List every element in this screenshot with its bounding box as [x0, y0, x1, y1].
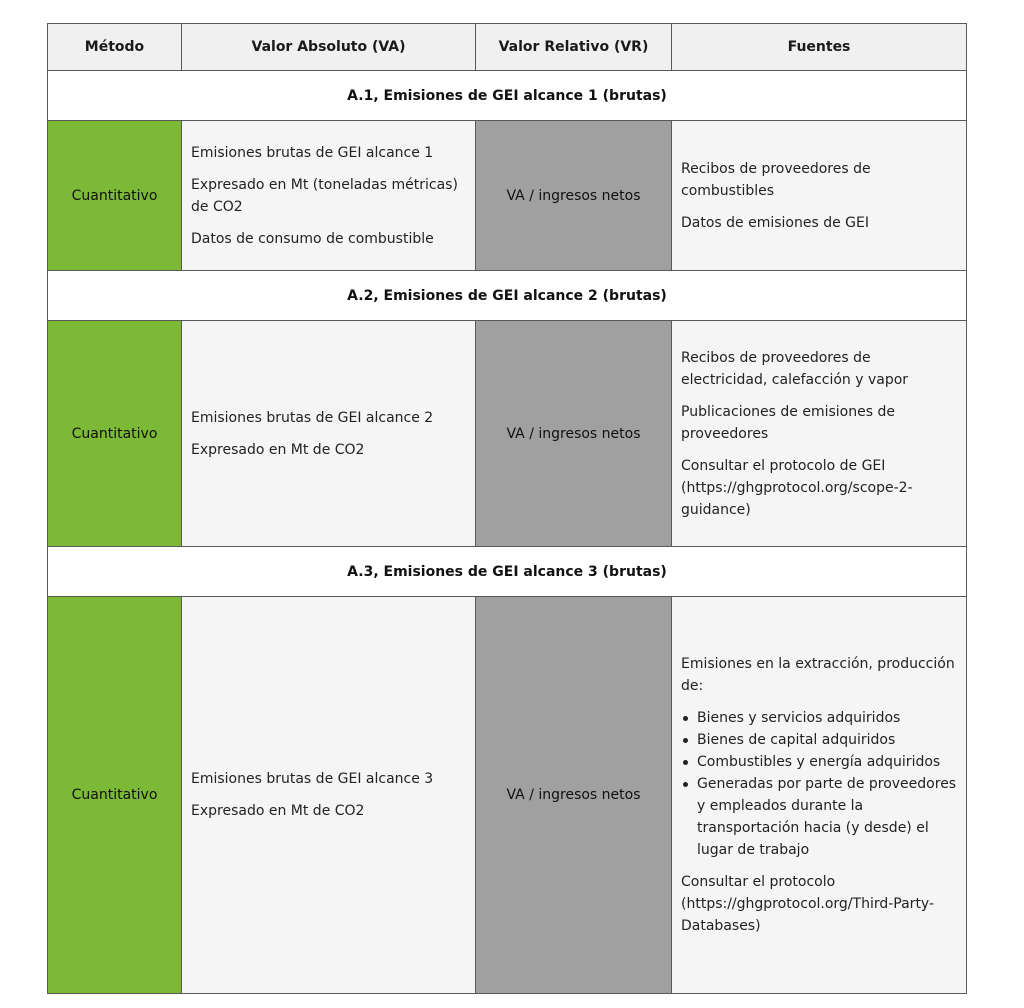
- source-text: Datos de emisiones de GEI: [681, 214, 870, 231]
- header-row: [48, 24, 967, 71]
- header-sources: Fuentes: [672, 24, 967, 71]
- source-text: Emisiones en la extracción, producción de:: [681, 656, 955, 694]
- absolute-value-text: Emisiones brutas de GEI alcance 3: [191, 771, 434, 787]
- relative-value-cell: VA / ingresos netos: [476, 321, 672, 547]
- table-row: [48, 121, 967, 271]
- absolute-value-cell: [182, 597, 476, 994]
- section-title-row: [48, 547, 967, 597]
- method-cell: Cuantitativo: [48, 121, 182, 271]
- section-title-row: [48, 271, 967, 321]
- method-cell: Cuantitativo: [48, 321, 182, 547]
- source-text: Publicaciones de emisiones de proveedores: [681, 403, 895, 442]
- method-cell: Cuantitativo: [48, 597, 182, 994]
- source-list-item: Combustibles y energía adquiridos: [697, 751, 957, 773]
- source-text: Consultar el protocolo de GEI (https://ghgprotocol.org/scope-2-guidance): [681, 457, 913, 518]
- absolute-value-text: Expresado en Mt (toneladas métricas) de CO2: [191, 176, 458, 215]
- absolute-value-cell: [182, 121, 476, 271]
- section-title-row: [48, 71, 967, 121]
- absolute-value-cell: [182, 321, 476, 547]
- section-title: A.3, Emisiones de GEI alcance 3 (brutas): [48, 547, 967, 597]
- source-text: Consultar el protocolo (https://ghgprotocol.org/Third-Party-Databases): [681, 874, 935, 934]
- source-list: [681, 707, 957, 861]
- source-list-item: Bienes y servicios adquiridos: [697, 707, 957, 729]
- header-method: Método: [48, 24, 182, 71]
- sources-cell: [672, 597, 967, 994]
- table-row: [48, 321, 967, 547]
- absolute-value-text: Emisiones brutas de GEI alcance 1: [191, 144, 434, 161]
- header-absolute-value: Valor Absoluto (VA): [182, 24, 476, 71]
- source-list-item: Generadas por parte de proveedores y empleados durante la transportación hacia (y desde) el lugar de trabajo: [697, 773, 957, 861]
- section-title: A.1, Emisiones de GEI alcance 1 (brutas): [48, 71, 967, 121]
- ghg-emissions-table: [47, 23, 967, 994]
- section-title: A.2, Emisiones de GEI alcance 2 (brutas): [48, 271, 967, 321]
- source-list-item: Bienes de capital adquiridos: [697, 729, 957, 751]
- sources-cell: [672, 321, 967, 547]
- header-relative-value: Valor Relativo (VR): [476, 24, 672, 71]
- table-row: [48, 597, 967, 994]
- absolute-value-text: Emisiones brutas de GEI alcance 2: [191, 409, 434, 426]
- relative-value-cell: VA / ingresos netos: [476, 597, 672, 994]
- source-text: Recibos de proveedores de electricidad, calefacción y vapor: [681, 349, 909, 388]
- relative-value-cell: VA / ingresos netos: [476, 121, 672, 271]
- absolute-value-text: Expresado en Mt de CO2: [191, 803, 365, 819]
- absolute-value-text: Datos de consumo de combustible: [191, 230, 434, 247]
- source-text: Recibos de proveedores de combustibles: [681, 160, 871, 199]
- sources-cell: [672, 121, 967, 271]
- absolute-value-text: Expresado en Mt de CO2: [191, 441, 365, 458]
